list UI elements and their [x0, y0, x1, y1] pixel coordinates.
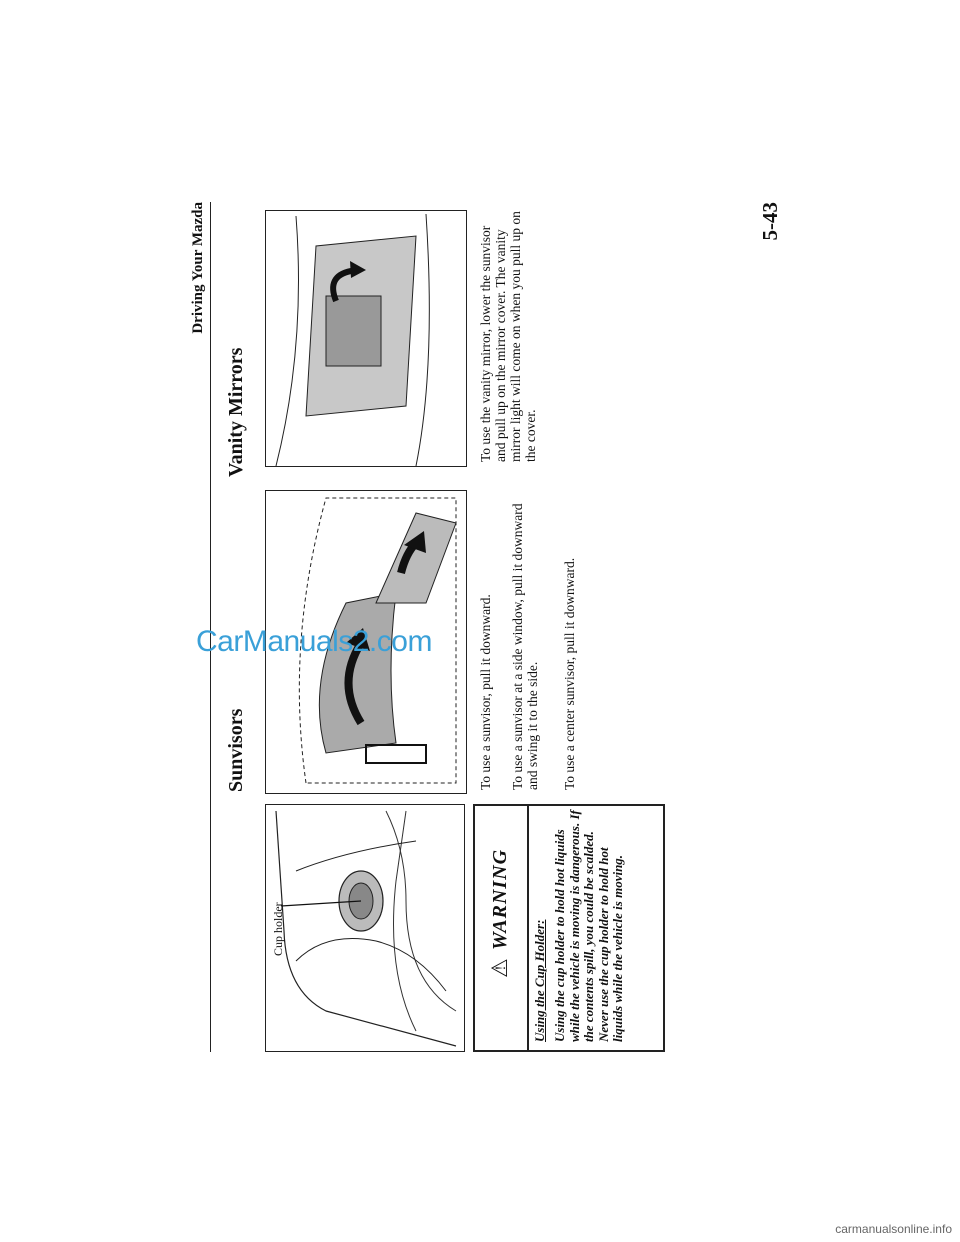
- vanity-mirror-illustration: [265, 210, 467, 467]
- vanity-text: To use the vanity mirror, lower the sunvisor and pull up on the mirror cover. The vanity mirror light will come on when you pull up on the cover.: [478, 211, 538, 462]
- footer-url: carmanualsonline.info: [835, 1222, 952, 1236]
- warning-text: Using the cup holder to hold hot liquids while the vehicle is moving is dangerous. If the contents spill, you could be scalded. Never use the cup holder to hold hot liquids while the vehicle is moving.: [552, 810, 625, 1042]
- running-header: Driving Your Mazda: [190, 202, 206, 334]
- sunvisor-text-1: To use a sunvisor, pull it downward.: [478, 594, 493, 790]
- warning-subtitle: Using the Cup Holder:: [532, 919, 547, 1042]
- console-drawing: [266, 806, 463, 1051]
- watermark-logo: CarManuals2.com: [196, 625, 432, 658]
- warning-box: [473, 804, 665, 1052]
- rotated-content: [190, 192, 810, 1052]
- sunvisor-text-2: To use a sunvisor at a side window, pull it downward and swing it to the side.: [510, 503, 540, 790]
- cup-holder-label: Cup holder: [271, 902, 285, 956]
- cup-holder-illustration: [265, 804, 465, 1052]
- sunvisors-heading: Sunvisors: [225, 708, 247, 792]
- warning-title: WARNING: [489, 848, 511, 950]
- page-number: 5-43: [758, 202, 782, 241]
- mirror-icon: [326, 296, 381, 366]
- vanity-mirrors-heading: Vanity Mirrors: [225, 347, 247, 477]
- warning-triangle-icon: ⚠: [487, 958, 512, 978]
- vanity-mirror-drawing: [266, 213, 464, 466]
- sunvisor-text-3: To use a center sunvisor, pull it downward.: [562, 557, 577, 790]
- warning-header: [475, 806, 529, 1050]
